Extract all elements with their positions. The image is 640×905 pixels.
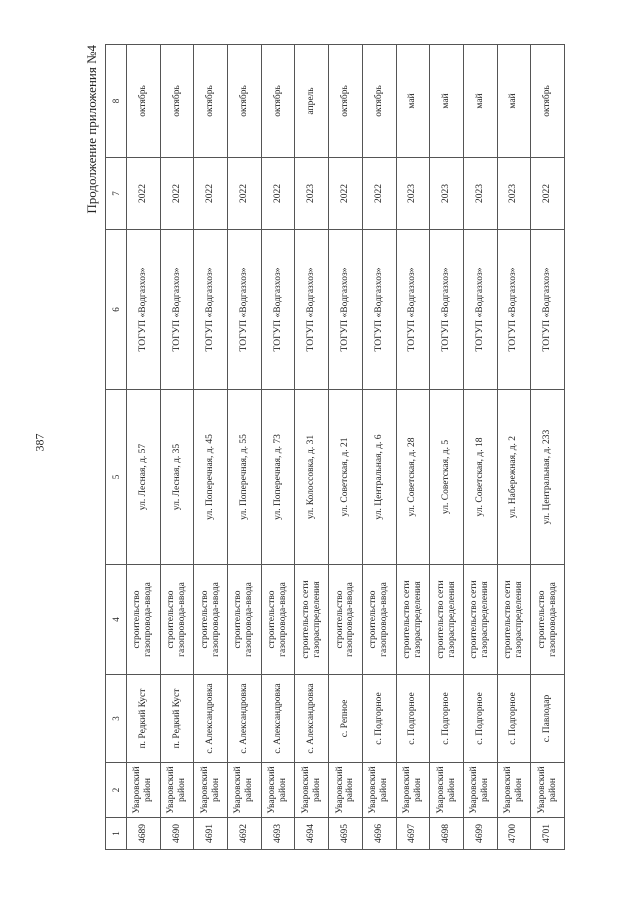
work-type-cell: строительство газопровода-ввода <box>194 565 228 675</box>
settlement-cell: с. Александровка <box>295 675 329 763</box>
settlement-cell: с. Подгорное <box>430 675 464 763</box>
organization-cell: ТОГУП «Водгазхоз» <box>396 230 430 390</box>
organization-cell: ТОГУП «Водгазхоз» <box>531 230 565 390</box>
work-type-cell: строительство сети газораспределения <box>463 565 497 675</box>
address-cell: ул. Поперечная, д. 73 <box>261 390 295 565</box>
row-number: 4697 <box>396 818 430 850</box>
column-header: 3 <box>106 675 127 763</box>
settlement-cell: п. Редкий Куст <box>160 675 194 763</box>
table-row <box>463 45 497 850</box>
organization-cell: ТОГУП «Водгазхоз» <box>430 230 464 390</box>
year-cell: 2022 <box>194 158 228 230</box>
month-cell: май <box>396 45 430 158</box>
address-cell: ул. Советская, д. 18 <box>463 390 497 565</box>
year-cell: 2023 <box>430 158 464 230</box>
work-type-cell: строительство газопровода-ввода <box>329 565 363 675</box>
month-cell: апрель <box>295 45 329 158</box>
column-header: 7 <box>106 158 127 230</box>
address-cell: ул. Лесная, д. 35 <box>160 390 194 565</box>
work-type-cell: строительство газопровода-ввода <box>228 565 262 675</box>
row-number: 4694 <box>295 818 329 850</box>
row-number: 4701 <box>531 818 565 850</box>
month-cell: октябрь <box>362 45 396 158</box>
year-cell: 2023 <box>295 158 329 230</box>
month-cell: октябрь <box>194 45 228 158</box>
address-cell: ул. Лесная, д. 57 <box>127 390 161 565</box>
district-cell: Уваровский район <box>160 763 194 818</box>
settlement-cell: с. Подгорное <box>362 675 396 763</box>
column-header: 1 <box>106 818 127 850</box>
district-cell: Уваровский район <box>194 763 228 818</box>
settlement-cell: п. Редкий Куст <box>127 675 161 763</box>
table-row <box>430 45 464 850</box>
row-number: 4699 <box>463 818 497 850</box>
district-cell: Уваровский район <box>295 763 329 818</box>
address-cell: ул. Набережная, д. 2 <box>497 390 531 565</box>
district-cell: Уваровский район <box>497 763 531 818</box>
year-cell: 2022 <box>127 158 161 230</box>
table-row <box>329 45 363 850</box>
address-cell: ул. Поперечная, д. 45 <box>194 390 228 565</box>
year-cell: 2022 <box>228 158 262 230</box>
column-header: 6 <box>106 230 127 390</box>
row-number: 4690 <box>160 818 194 850</box>
table-row <box>160 45 194 850</box>
settlement-cell: с. Павлодар <box>531 675 565 763</box>
district-cell: Уваровский район <box>430 763 464 818</box>
organization-cell: ТОГУП «Водгазхоз» <box>463 230 497 390</box>
organization-cell: ТОГУП «Водгазхоз» <box>362 230 396 390</box>
row-number: 4689 <box>127 818 161 850</box>
row-number: 4698 <box>430 818 464 850</box>
work-type-cell: строительство газопровода-ввода <box>531 565 565 675</box>
work-type-cell: строительство сети газораспределения <box>295 565 329 675</box>
address-cell: ул. Колоссовка, д. 31 <box>295 390 329 565</box>
district-cell: Уваровский район <box>531 763 565 818</box>
district-cell: Уваровский район <box>329 763 363 818</box>
organization-cell: ТОГУП «Водгазхоз» <box>194 230 228 390</box>
table-row <box>362 45 396 850</box>
year-cell: 2022 <box>160 158 194 230</box>
work-type-cell: строительство газопровода-ввода <box>362 565 396 675</box>
district-cell: Уваровский район <box>463 763 497 818</box>
district-cell: Уваровский район <box>261 763 295 818</box>
row-number: 4691 <box>194 818 228 850</box>
month-cell: октябрь <box>531 45 565 158</box>
table-row <box>127 45 161 850</box>
address-cell: ул. Советская, д. 28 <box>396 390 430 565</box>
table-row <box>295 45 329 850</box>
column-header: 5 <box>106 390 127 565</box>
data-table <box>105 44 565 850</box>
organization-cell: ТОГУП «Водгазхоз» <box>497 230 531 390</box>
table-row <box>531 45 565 850</box>
address-cell: ул. Центральная, д. 6 <box>362 390 396 565</box>
work-type-cell: строительство газопровода-ввода <box>261 565 295 675</box>
month-cell: октябрь <box>160 45 194 158</box>
district-cell: Уваровский район <box>228 763 262 818</box>
district-cell: Уваровский район <box>396 763 430 818</box>
settlement-cell: с. Подгорное <box>497 675 531 763</box>
appendix-caption: Продолжение приложения №4 <box>84 45 99 214</box>
table-row <box>497 45 531 850</box>
column-header: 4 <box>106 565 127 675</box>
settlement-cell: с. Подгорное <box>463 675 497 763</box>
month-cell: октябрь <box>261 45 295 158</box>
rotated-table-block <box>81 45 568 850</box>
work-type-cell: строительство сети газораспределения <box>430 565 464 675</box>
column-header: 2 <box>106 763 127 818</box>
row-number: 4700 <box>497 818 531 850</box>
row-number: 4692 <box>228 818 262 850</box>
settlement-cell: с. Александровка <box>228 675 262 763</box>
page-number: 387 <box>32 433 47 452</box>
table-row <box>228 45 262 850</box>
organization-cell: ТОГУП «Водгазхоз» <box>261 230 295 390</box>
month-cell: май <box>463 45 497 158</box>
year-cell: 2022 <box>531 158 565 230</box>
organization-cell: ТОГУП «Водгазхоз» <box>127 230 161 390</box>
organization-cell: ТОГУП «Водгазхоз» <box>329 230 363 390</box>
settlement-cell: с. Александровка <box>194 675 228 763</box>
year-cell: 2023 <box>463 158 497 230</box>
year-cell: 2022 <box>261 158 295 230</box>
table-body <box>127 45 565 850</box>
work-type-cell: строительство сети газораспределения <box>497 565 531 675</box>
organization-cell: ТОГУП «Водгазхоз» <box>295 230 329 390</box>
year-cell: 2022 <box>362 158 396 230</box>
table-row <box>396 45 430 850</box>
month-cell: май <box>430 45 464 158</box>
year-cell: 2023 <box>396 158 430 230</box>
settlement-cell: с. Александровка <box>261 675 295 763</box>
table-row <box>194 45 228 850</box>
column-header: 8 <box>106 45 127 158</box>
row-number: 4696 <box>362 818 396 850</box>
header-row <box>106 45 127 850</box>
district-cell: Уваровский район <box>362 763 396 818</box>
work-type-cell: строительство газопровода-ввода <box>127 565 161 675</box>
year-cell: 2022 <box>329 158 363 230</box>
table-row <box>261 45 295 850</box>
settlement-cell: с. Подгорное <box>396 675 430 763</box>
address-cell: ул. Советская, д. 21 <box>329 390 363 565</box>
address-cell: ул. Поперечная, д. 55 <box>228 390 262 565</box>
address-cell: ул. Советская, д. 5 <box>430 390 464 565</box>
row-number: 4695 <box>329 818 363 850</box>
month-cell: октябрь <box>228 45 262 158</box>
month-cell: октябрь <box>127 45 161 158</box>
year-cell: 2023 <box>497 158 531 230</box>
month-cell: октябрь <box>329 45 363 158</box>
row-number: 4693 <box>261 818 295 850</box>
settlement-cell: с. Репное <box>329 675 363 763</box>
organization-cell: ТОГУП «Водгазхоз» <box>228 230 262 390</box>
organization-cell: ТОГУП «Водгазхоз» <box>160 230 194 390</box>
month-cell: май <box>497 45 531 158</box>
work-type-cell: строительство сети газораспределения <box>396 565 430 675</box>
work-type-cell: строительство газопровода-ввода <box>160 565 194 675</box>
address-cell: ул. Центральная, д. 233 <box>531 390 565 565</box>
district-cell: Уваровский район <box>127 763 161 818</box>
